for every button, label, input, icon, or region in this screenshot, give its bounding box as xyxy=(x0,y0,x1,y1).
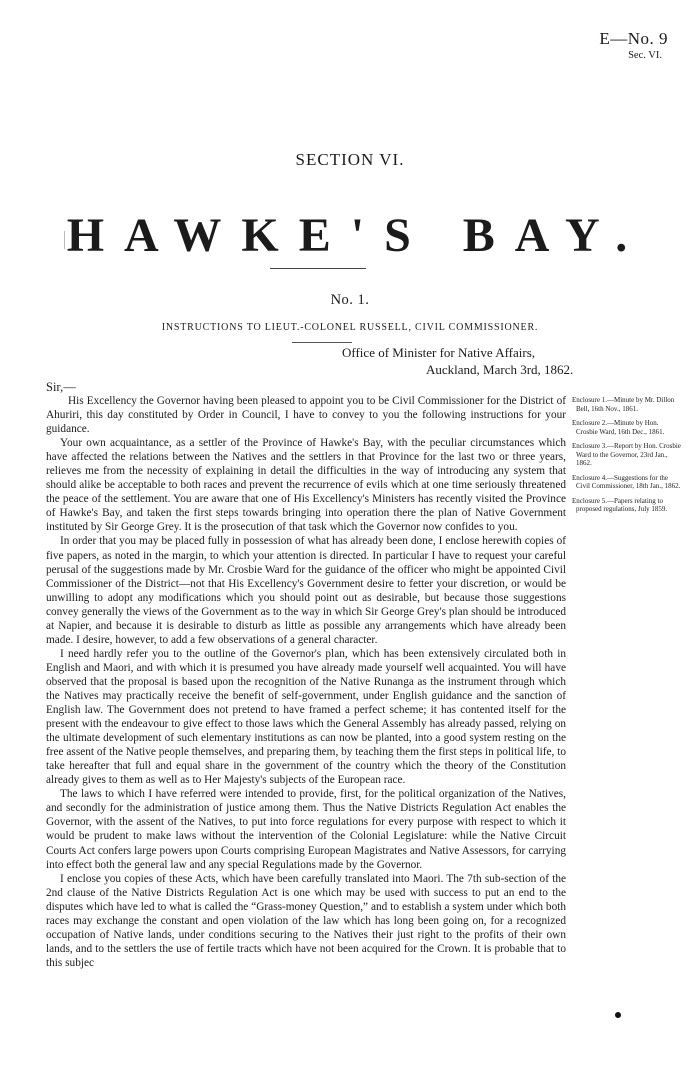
margin-note: Enclosure 4.—Suggestions for the Civil Commissioner, 18th Jan., 1862. xyxy=(572,473,681,490)
ink-dot xyxy=(615,1012,621,1018)
body-paragraph: Your own acquaintance, as a settler of the Province of Hawke's Bay, with the peculiar circumstances which have affected the relations between the Natives and the settlers in that Province for the last two or three years, relieves me from the necessity of explaining in detail the difficulties in the way of introducing any system that should alike be acceptable to both races and prevent the recurrence of evils which at one time seriously threatened the peace of the settlement. You are aware that one of His Excellency's Ministers has recently visited the Province of Hawke's Bay, and taken the first steps towards bringing into operation there the plan of Native Government instituted by Sir George Grey. It is the prosecution of that task which the Governor now confides to you. xyxy=(46,437,566,534)
document-subtitle: INSTRUCTIONS TO LIEUT.-COLONEL RUSSELL, CIVIL COMMISSIONER. xyxy=(161,322,539,333)
body-paragraph: I enclose you copies of these Acts, which have been carefully translated into Maori. The 7th sub-section of the 2nd clause of the Native Districts Regulation Act is one which may be used with success to put an end to the disputes which have led to what is called the “Grass-money Question,” and to establish a system under which both races may exchange the constant and open violation of the law which has long been going on, for a recognized occupation of Native lands, under conditions securing to the Natives their just right to the profits of their own lands, and to the settlers the use of fertile tracts which have not been acquired for the Crown. It is probable that to this subjec xyxy=(46,872,566,969)
body-paragraph: I need hardly refer you to the outline of the Governor's plan, which has been extensively circulated both in English and Maori, and with which it is presumed you have already made yourself well acquainted. You will have observed that the proposal is based upon the recognition of the Native Runanga as the instrument through which the Natives may practically receive the benefit of self-government, under English guidance and the sanction of English law. The Government does not pretend to have framed a perfect scheme; it has contented itself for the present with the endeavour to give effect to those laws which the General Assembly has already passed, relying on the ultimate development of such elementary institutions as can now be planted, into a good system resting on the free assent of the Native people themselves, and preparing them, by teaching them the first steps in political life, to take hereafter that full and equal share in the government of the country which the theory of the Constitution already gives to them as well as to Her Majesty's subjects of the European race. xyxy=(46,647,566,787)
margin-notes xyxy=(572,396,682,520)
heading-divider xyxy=(270,268,366,269)
main-heading: HAWKE'S BAY. xyxy=(66,209,648,262)
document-reference-section: Sec. VI. xyxy=(628,50,662,61)
letter-body xyxy=(46,394,566,970)
margin-note: Enclosure 3.—Report by Hon. Crosbie Ward to the Governor, 23rd Jan., 1862. xyxy=(572,442,681,467)
date-line: Auckland, March 3rd, 1862. xyxy=(426,362,574,377)
salutation: Sir,— xyxy=(46,380,76,394)
margin-note: Enclosure 5.—Papers relating to proposed regulations, July 1859. xyxy=(572,496,668,513)
margin-note: Enclosure 1.—Minute by Mr. Dillon Bell, 16th Nov., 1861. xyxy=(572,396,675,413)
body-paragraph: The laws to which I have referred were intended to provide, first, for the political organization of the Natives, and secondly for the administration of justice among them. Thus the Native Districts Regulation Act enables the Governor, with the assent of the Natives, to put into force regulations for every purpose with respect to which it would be prudent to make laws without the intervention of the Colonial Legislature: while the Native Circuit Courts Act confers large powers upon Courts comprising European Magistrates and Native Assessors, for carrying into effect both the general law and any special Regulations made by the Governor. xyxy=(46,788,566,871)
subtitle-divider xyxy=(292,342,352,343)
letter-address-block xyxy=(342,344,573,378)
office-line: Office of Minister for Native Affairs, xyxy=(342,345,536,360)
body-paragraph: In order that you may be placed fully in possession of what has already been done, I enclose herewith copies of five papers, as noted in the margin, to which your attention is directed. In particular I have to request your careful perusal of the suggestions made by Mr. Crosbie Ward for the guidance of the officer who might be appointed Civil Commissioner of the District—not that His Excellency's Government desire to fetter your discretion, or would be unwilling to adopt any modifications which you should point out as desirable, but because those suggestions convey generally the views of the Government as to the way in which Sir George Grey's plan should be introduced at Napier, and because it is desirable to disturb as little as possible any arrangements which have already been made. I desire, however, to add a few observations of a general character. xyxy=(46,535,566,646)
document-number: No. 1. xyxy=(330,292,370,308)
section-title: SECTION VI. xyxy=(295,150,405,169)
margin-note: Enclosure 2.—Minute by Hon. Crosbie Ward, 16th Dec., 1861. xyxy=(572,419,665,436)
body-paragraph: His Excellency the Governor having been pleased to appoint you to be Civil Commissioner for the District of Ahuriri, this day constituted by Order in Council, I have to convey to you the following instructions for your guidance. xyxy=(46,395,566,436)
document-reference-code: E—No. 9 xyxy=(599,29,668,48)
